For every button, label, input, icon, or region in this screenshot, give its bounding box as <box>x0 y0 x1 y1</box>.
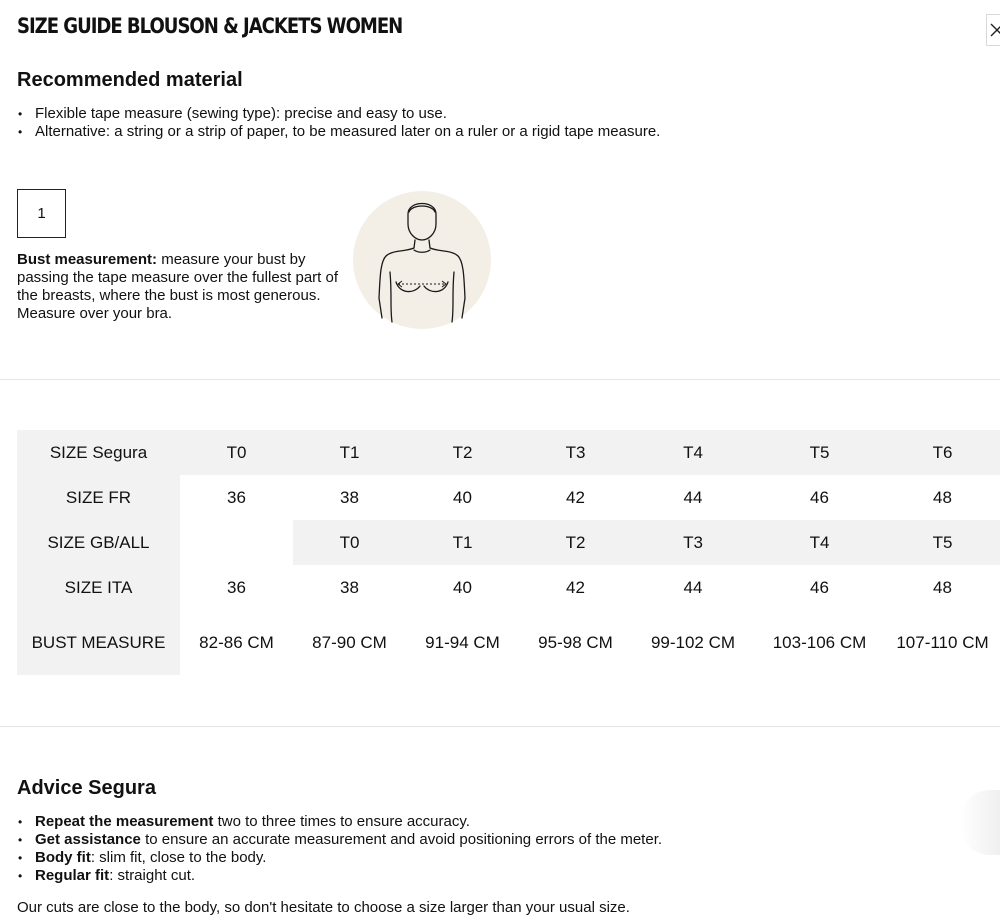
table-cell: 103-106 CM <box>772 633 867 652</box>
table-row <box>17 565 1000 610</box>
table-cell: T2 <box>452 443 473 462</box>
list-item <box>17 867 662 885</box>
advice-item-text: two to three times to ensure accuracy. <box>213 813 470 830</box>
table-cell: 44 <box>683 488 703 507</box>
close-x-icon <box>990 23 1000 37</box>
row-label: SIZE FR <box>17 475 180 520</box>
table-cell: T6 <box>932 443 953 462</box>
advice-item-bold: Get assistance <box>35 831 141 848</box>
table-cell: 38 <box>340 488 359 507</box>
table-cell: 42 <box>566 488 585 507</box>
step-number: 1 <box>17 189 66 238</box>
table-cell <box>180 520 293 565</box>
scroll-indicator[interactable] <box>960 790 1000 855</box>
row-label: BUST MEASURE <box>17 610 180 675</box>
table-row <box>17 430 1000 475</box>
table-cell: 44 <box>683 578 703 597</box>
step-description <box>17 251 347 323</box>
table-cell: 99-102 CM <box>650 633 736 652</box>
advice-item-bold: Regular fit <box>35 867 110 884</box>
divider <box>0 726 1000 727</box>
material-list <box>17 105 660 141</box>
divider <box>0 379 1000 380</box>
table-cell: 95-98 CM <box>538 633 613 652</box>
table-cell: 107-110 CM <box>896 633 989 652</box>
table-row <box>17 610 1000 675</box>
row-label: SIZE Segura <box>49 443 148 462</box>
advice-item-text: to ensure an accurate measurement and avoid positioning errors of the meter. <box>140 831 663 848</box>
advice-note: Our cuts are close to the body, so don't hesitate to choose a size larger than your usual size. <box>17 899 630 916</box>
close-button[interactable] <box>986 14 1000 46</box>
table-cell: 36 <box>227 578 246 597</box>
table-cell: 40 <box>453 488 472 507</box>
table-cell: 48 <box>933 578 952 597</box>
list-item <box>17 849 662 867</box>
table-cell: T3 <box>565 443 586 462</box>
table-cell: T5 <box>809 443 830 462</box>
row-label: SIZE ITA <box>17 565 180 610</box>
advice-item-text: : straight cut. <box>109 867 196 884</box>
advice-list <box>17 813 662 885</box>
table-cell: T5 <box>885 520 1000 565</box>
table-cell: 87-90 CM <box>312 633 387 652</box>
table-row <box>17 475 1000 520</box>
table-cell: 46 <box>810 488 829 507</box>
table-cell: T4 <box>754 520 885 565</box>
table-cell: T1 <box>339 443 360 462</box>
advice-item-bold: Repeat the measurement <box>35 813 214 830</box>
row-label: SIZE GB/ALL <box>17 520 180 565</box>
list-item <box>17 831 662 849</box>
list-item <box>17 813 662 831</box>
table-cell: T2 <box>519 520 632 565</box>
table-cell: 38 <box>340 578 359 597</box>
step-label: Bust measurement: <box>17 251 158 268</box>
table-cell: T3 <box>632 520 754 565</box>
advice-heading: Advice Segura <box>17 777 156 799</box>
table-cell: T4 <box>683 443 703 462</box>
table-cell: T1 <box>406 520 519 565</box>
list-item: • Flexible tape measure (sewing type): precise and easy to use. <box>17 105 660 123</box>
table-cell: 46 <box>810 578 829 597</box>
table-cell: 91-94 CM <box>425 633 500 652</box>
modal-title: SIZE GUIDE BLOUSON & JACKETS WOMEN <box>17 14 403 38</box>
bust-measurement-illustration <box>352 190 492 330</box>
advice-item-text: : slim fit, close to the body. <box>90 849 267 866</box>
table-cell: 36 <box>227 488 246 507</box>
table-row <box>17 520 1000 565</box>
table-cell: 48 <box>933 488 952 507</box>
table-cell: T0 <box>226 443 247 462</box>
size-table <box>17 430 1000 675</box>
advice-item-bold: Body fit <box>35 849 91 866</box>
table-cell: T0 <box>293 520 406 565</box>
material-heading: Recommended material <box>17 69 243 91</box>
list-item: • Alternative: a string or a strip of paper, to be measured later on a ruler or a rigid tape measure. <box>17 123 660 141</box>
step-text: measure your bust by passing the tape measure over the fullest part of the breasts, where the bust is most generous. Measure over your bra. <box>17 251 339 322</box>
table-cell: 42 <box>566 578 585 597</box>
table-cell: 40 <box>453 578 472 597</box>
table-cell: 82-86 CM <box>199 633 274 652</box>
